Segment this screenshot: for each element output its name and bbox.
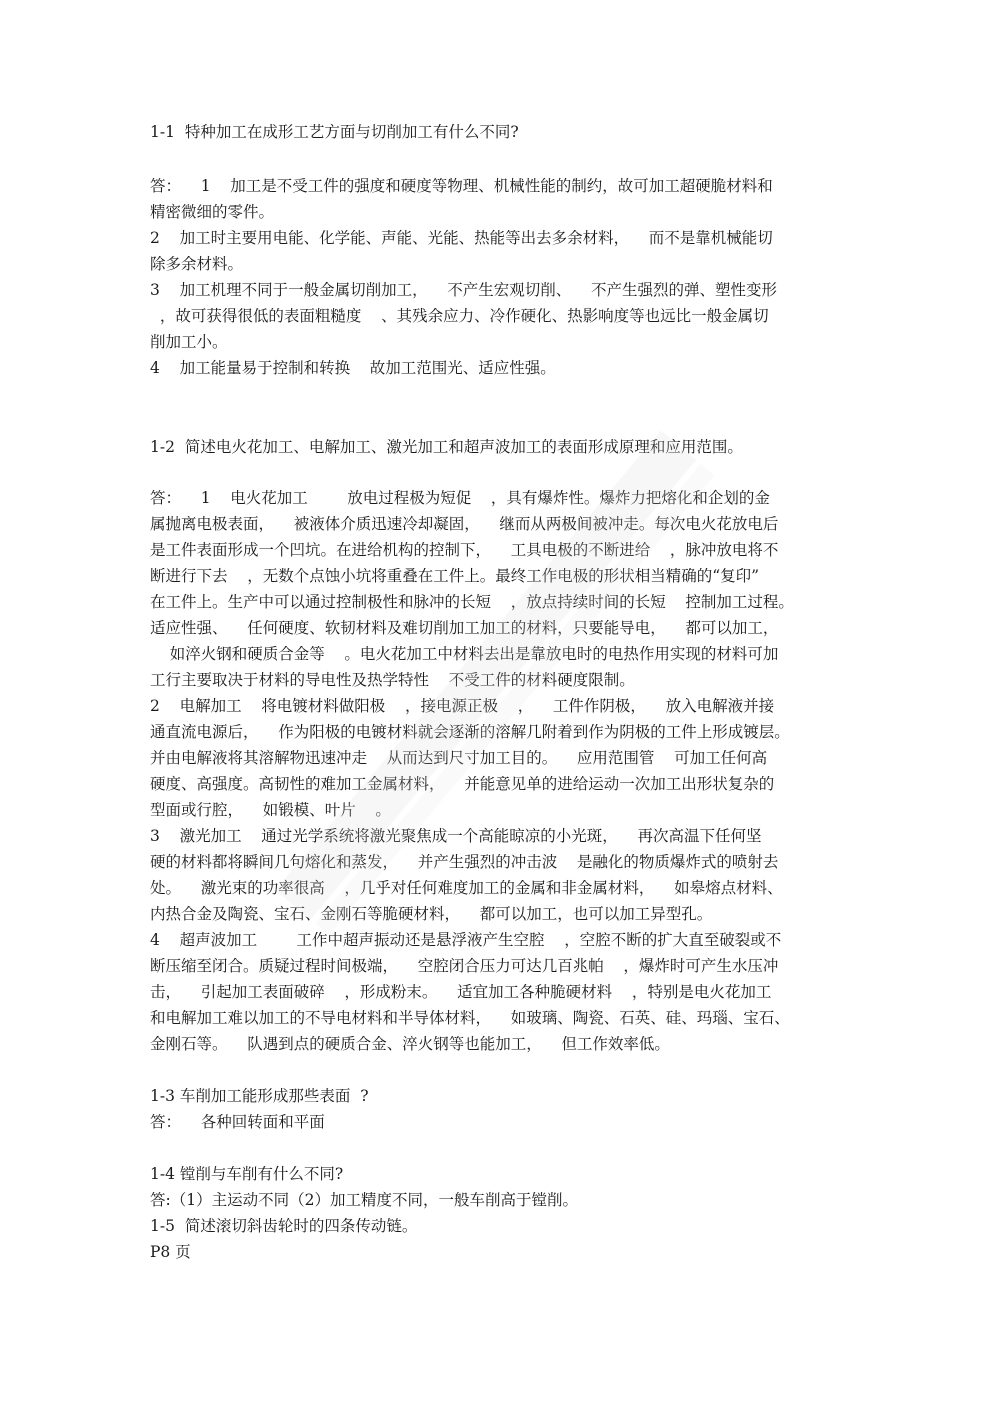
answer-1-1-line: 4 加工能量易于控制和转换 故加工范围光、适应性强。 <box>150 359 556 377</box>
question-1-5: 1-5 简述滚切斜齿轮时的四条传动链。 <box>150 1217 418 1235</box>
answer-1-2-line: 断压缩至闭合。质疑过程时间极端， 空腔闭合压力可达几百兆帕 ，爆炸时可产生水压冲 <box>150 957 779 975</box>
answer-1-1-line: 2 加工时主要用电能、化学能、声能、光能、热能等出去多余材料， 而不是靠机械能切 <box>150 229 773 247</box>
answer-1-2-line: 3 激光加工 通过光学系统将激光聚焦成一个高能晾凉的小光斑， 再次高温下任何坚 <box>150 827 762 845</box>
question-1-3: 1-3 车削加工能形成那些表面 ? <box>150 1087 369 1105</box>
answer-1-2-line: 适应性强、 任何硬度、软韧材料及难切削加工加工的材料，只要能导电， 都可以加工， <box>150 619 779 637</box>
answer-1-1-line: 精密微细的零件。 <box>150 203 275 221</box>
answer-1-3: 答： 各种回转面和平面 <box>150 1113 325 1131</box>
answer-1-4: 答:（1）主运动不同（2）加工精度不同，一般车削高于镗削。 <box>150 1191 578 1209</box>
answer-1-1-line: 除多余材料。 <box>150 255 244 273</box>
answer-1-1-line: ，故可获得很低的表面粗糙度 、其残余应力、冷作硬化、热影响度等也远比一般金属切 <box>150 307 769 325</box>
answer-1-2-line: 如淬火钢和硬质合金等 。电火花加工中材料去出是靠放电时的电热作用实现的材料可加 <box>150 645 779 663</box>
answer-1-2-line: 并由电解液将其溶解物迅速冲走 从而达到尺寸加工目的。 应用范围管 可加工任何高 <box>150 749 768 767</box>
answer-1-2-line: 金刚石等。 队遇到点的硬质合金、淬火钢等也能加工， 但工作效率低。 <box>150 1035 670 1053</box>
answer-1-2-line: 硬的材料都将瞬间几句熔化和蒸发， 并产生强烈的冲击波 是融化的物质爆炸式的喷射去 <box>150 853 779 871</box>
question-1-2: 1-2 简述电火花加工、电解加工、激光加工和超声波加工的表面形成原理和应用范围。 <box>150 438 743 456</box>
answer-1-2-line: 击， 引起加工表面破碎 ，形成粉末。 适宜加工各种脆硬材料 ，特别是电火花加工 <box>150 983 772 1001</box>
answer-1-2-line: 工行主要取决于材料的导电性及热学特性 不受工件的材料硬度限制。 <box>150 671 635 689</box>
answer-1-2-line: 答： 1 电火花加工 放电过程极为短促 ，具有爆炸性。爆炸力把熔化和企划的金 <box>150 489 770 507</box>
answer-1-2-line: 和电解加工难以加工的不导电材料和半导体材料， 如玻璃、陶瓷、石英、硅、玛瑙、宝石、 <box>150 1009 790 1027</box>
answer-1-1-line: 3 加工机理不同于一般金属切削加工， 不产生宏观切削、 不产生强烈的弹、塑性变形 <box>150 281 777 299</box>
answer-1-2-line: 在工件上。生产中可以通过控制极性和脉冲的长短 ，放点持续时间的长短 控制加工过程。 <box>150 593 794 611</box>
answer-1-2-line: 硬度、高强度。高韧性的难加工金属材料， 并能意见单的进给运动一次加工出形状复杂的 <box>150 775 775 793</box>
answer-1-2-line: 内热合金及陶瓷、宝石、金刚石等脆硬材料， 都可以加工，也可以加工异型孔。 <box>150 905 713 923</box>
question-1-1: 1-1 特种加工在成形工艺方面与切削加工有什么不同? <box>150 123 519 141</box>
answer-1-2-line: 属抛离电极表面， 被液体介质迅速冷却凝固， 继而从两极间被冲走。每次电火花放电后 <box>150 515 779 533</box>
answer-1-2-line: 处。 激光束的功率很高 ，几乎对任何难度加工的金属和非金属材料， 如皋熔点材料、 <box>150 879 783 897</box>
answer-1-1-line: 答： 1 加工是不受工件的强度和硬度等物理、机械性能的制约，故可加工超硬脆材料和 <box>150 177 773 195</box>
answer-1-1-line: 削加工小。 <box>150 333 228 351</box>
answer-1-2-line: 通直流电源后， 作为阳极的电镀材料就会逐渐的溶解几附着到作为阴极的工件上形成镀层。 <box>150 723 790 741</box>
answer-1-2-line: 断进行下去 ，无数个点蚀小坑将重叠在工件上。最终工作电极的形状相当精确的“复印” <box>150 567 760 585</box>
page-reference: P8 页 <box>150 1243 191 1261</box>
answer-1-2-line: 型面或行腔， 如锻模、叶片 。 <box>150 801 391 819</box>
answer-1-2-line: 是工件表面形成一个凹坑。在进给机构的控制下， 工具电极的不断进给 ，脉冲放电将不 <box>150 541 779 559</box>
question-1-4: 1-4 镗削与车削有什么不同? <box>150 1165 344 1183</box>
answer-1-2-line: 2 电解加工 将电镀材料做阳极 ，接电源正极 ， 工件作阴极， 放入电解液并接 <box>150 697 775 715</box>
answer-1-2-line: 4 超声波加工 工作中超声振动还是悬浮液产生空腔 ，空腔不断的扩大直至破裂或不 <box>150 931 782 949</box>
